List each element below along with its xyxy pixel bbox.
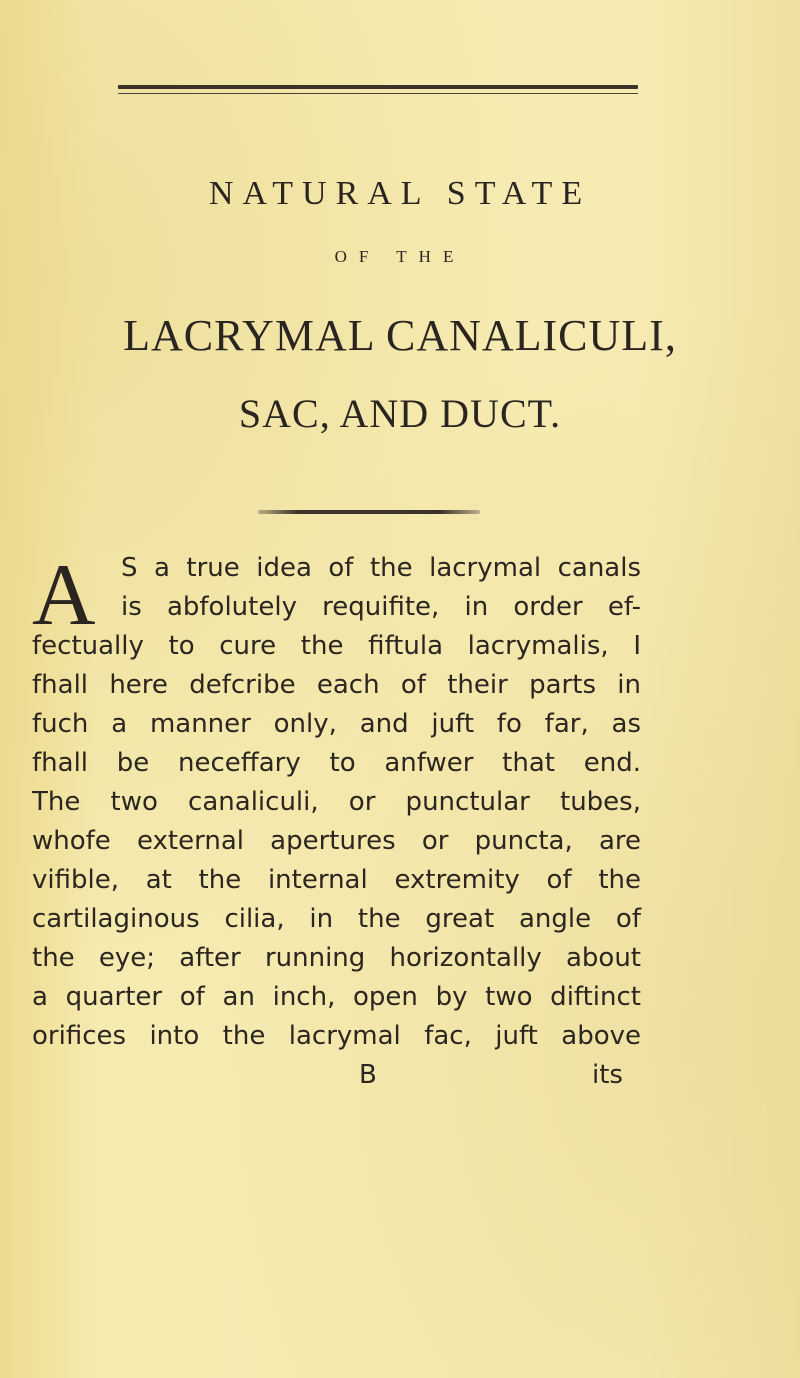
top-rule-thick xyxy=(118,85,638,89)
body-line-11: the eye; after running horizontally about xyxy=(32,943,641,973)
body-line-12: a quarter of an inch, open by two diftinct xyxy=(32,982,641,1012)
heading-of-the: OF THE xyxy=(334,247,466,266)
body-line-13: orifices into the lacrymal fac, juft above xyxy=(32,1021,641,1051)
heading-natural-state: NATURAL STATE xyxy=(208,175,592,212)
body-line-4: fhall here defcribe each of their parts in xyxy=(32,670,641,700)
body-line-8: whofe external apertures or puncta, are xyxy=(32,826,641,856)
catchword: its xyxy=(592,1060,623,1090)
body-line-10: cartilaginous cilia, in the great angle of xyxy=(32,904,641,934)
signature-mark: B xyxy=(359,1060,377,1090)
body-line-2: is abfolutely requifite, in order ef- xyxy=(121,592,641,622)
body-line-1: S a true idea of the lacrymal canals xyxy=(121,553,641,583)
heading-lacrymal-canaliculi: LACRYMAL CANALICULI, xyxy=(123,311,677,360)
body-line-9: vifible, at the internal extremity of the xyxy=(32,865,641,895)
body-line-5: fuch a manner only, and juft fo far, as xyxy=(32,709,641,739)
heading-sac-and-duct: SAC, AND DUCT. xyxy=(238,391,562,436)
body-line-3: fectually to cure the fiftula lacrymalis, I xyxy=(32,631,641,661)
top-rule-thin xyxy=(118,93,638,94)
drop-cap: A xyxy=(32,547,96,644)
body-line-6: fhall be neceffary to anfwer that end. xyxy=(32,748,641,778)
section-divider-rule xyxy=(258,510,480,514)
body-line-7: The two canaliculi, or punctular tubes, xyxy=(32,787,641,817)
